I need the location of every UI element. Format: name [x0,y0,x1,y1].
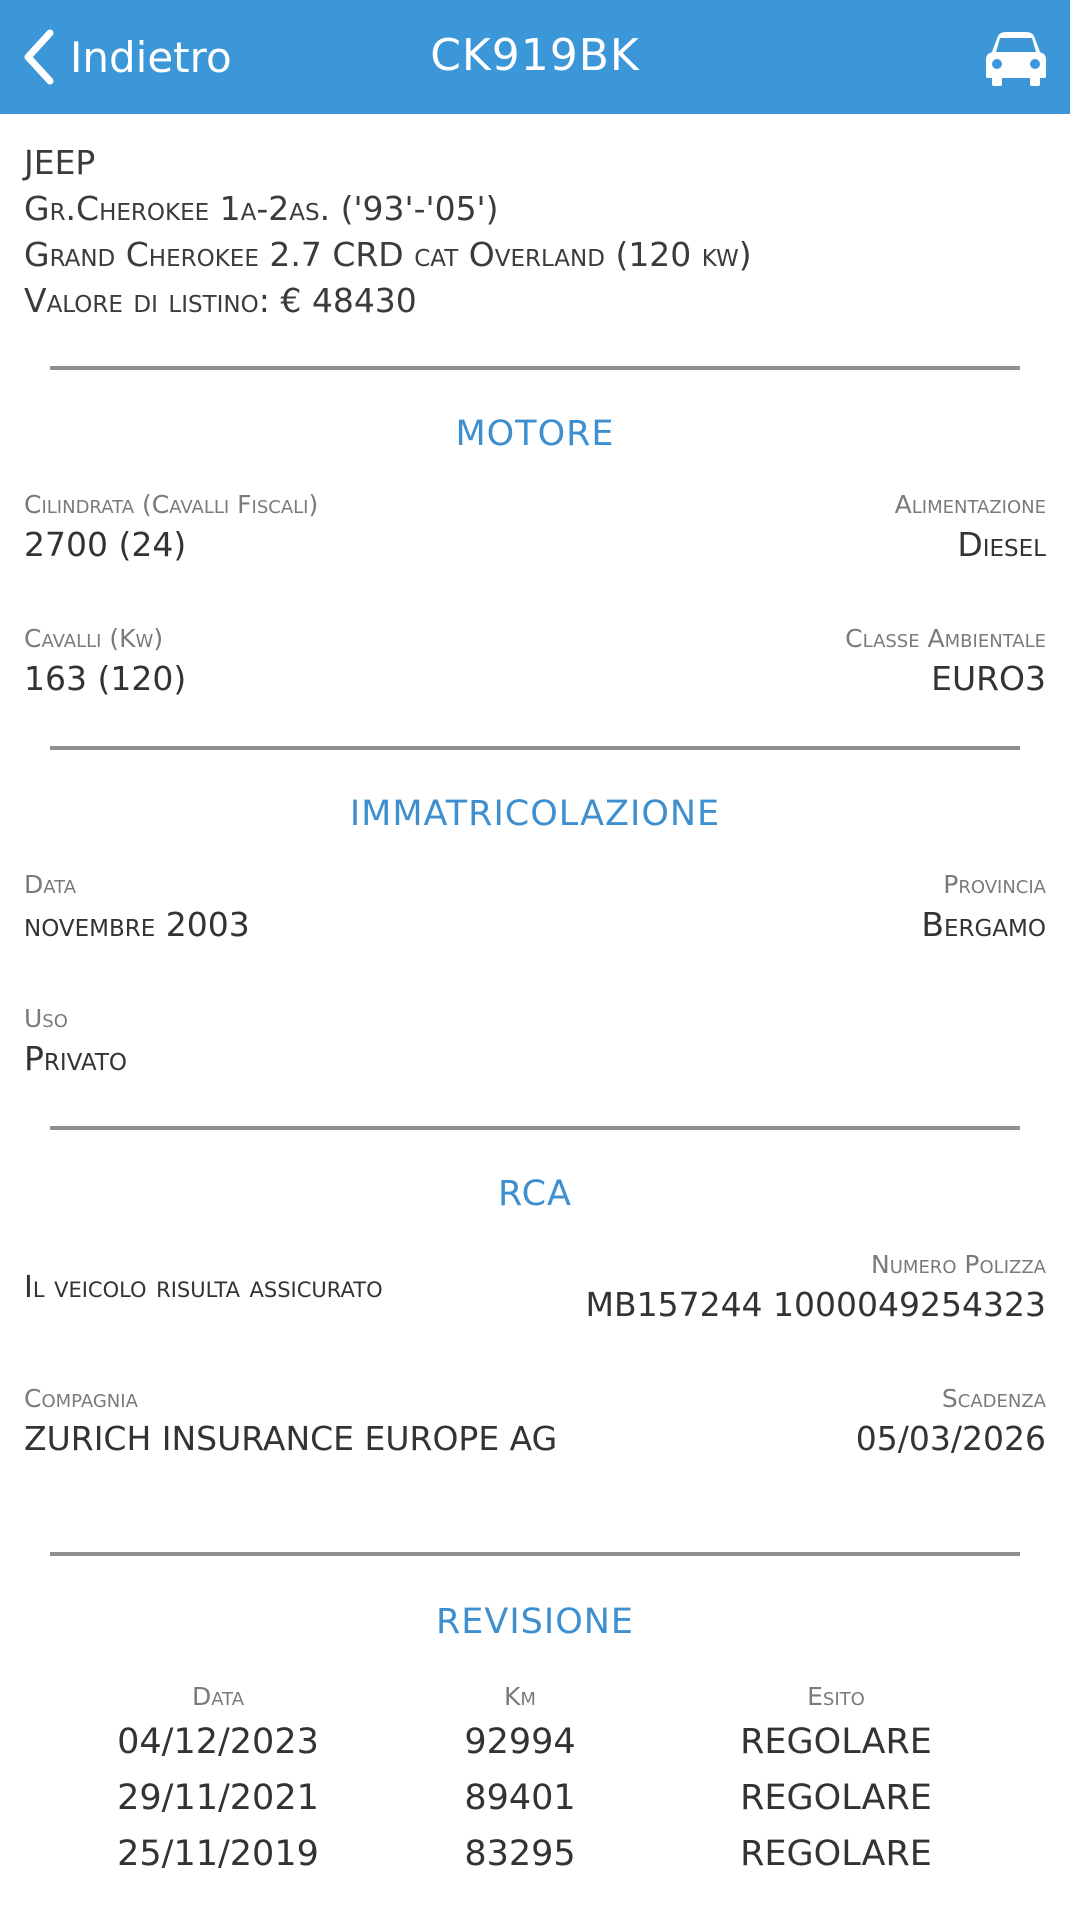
table-cell: 83295 [464,1834,576,1874]
vehicle-list-price: Valore di listino: € 48430 [24,281,417,320]
field-label: Cavalli (Kw) [24,624,164,653]
vehicle-model: Gr.Cherokee 1a-2as. ('93'-'05') [24,189,499,228]
field-value: 05/03/2026 [855,1419,1046,1458]
column-header: Data [191,1682,245,1711]
section-title-revisione: REVISIONE [435,1602,635,1642]
insurance-status: Il veicolo risulta assicurato [24,1270,383,1305]
field-numero-polizza [585,1248,1046,1328]
section-title-motore: MOTORE [455,414,615,454]
field-compagnia [24,1382,564,1462]
table-cell: REGOLARE [740,1778,932,1818]
divider [50,366,1020,370]
field-value: Bergamo [921,905,1046,944]
field-scadenza [856,1382,1046,1462]
back-label: Indietro [70,32,232,82]
vehicle-version: Grand Cherokee 2.7 CRD cat Overland (120 kw) [24,235,752,274]
table-cell: REGOLARE [740,1722,932,1762]
field-label: Alimentazione [894,490,1046,519]
field-label: Data [24,870,77,899]
table-cell: 04/12/2023 [117,1722,319,1762]
divider [50,1126,1020,1130]
revision-column-data [68,1680,368,1882]
car-icon[interactable] [984,28,1048,88]
field-label: Classe Ambientale [845,624,1046,653]
field-label: Scadenza [941,1384,1046,1413]
field-label: Uso [24,1004,68,1033]
field-cavalli [24,622,186,702]
field-label: Provincia [943,870,1046,899]
field-value: MB157244 1000049254323 [585,1285,1046,1324]
table-cell: 92994 [464,1722,576,1762]
field-value: Privato [24,1039,128,1078]
table-cell: 89401 [464,1778,576,1818]
field-data-immatricolazione [24,868,250,948]
field-cilindrata [24,488,318,568]
field-value: novembre 2003 [24,905,250,944]
field-label: Numero Polizza [871,1250,1046,1279]
field-alimentazione [895,488,1046,568]
divider [50,746,1020,750]
field-value: 163 (120) [24,659,187,698]
field-classe-ambientale [845,622,1046,702]
revision-column-km [370,1680,670,1882]
nav-bar [0,0,1070,114]
divider [50,1552,1020,1556]
section-title-rca: RCA [498,1174,572,1214]
page-title: CK919BK [430,30,640,81]
field-value: Diesel [957,525,1046,564]
field-value: 2700 (24) [24,525,187,564]
revision-column-esito [686,1680,986,1882]
table-cell: 25/11/2019 [117,1834,319,1874]
table-cell: REGOLARE [740,1834,932,1874]
section-title-immatricolazione: IMMATRICOLAZIONE [349,794,721,834]
field-provincia [921,868,1046,948]
field-label: Compagnia [24,1384,138,1413]
vehicle-brand: JEEP [24,143,96,182]
field-uso [24,1002,127,1082]
field-value: ZURICH INSURANCE EUROPE AG [24,1419,558,1458]
column-header: Esito [807,1682,865,1711]
field-value: EURO3 [931,659,1046,698]
column-header: Km [504,1682,536,1711]
field-label: Cilindrata (Cavalli Fiscali) [24,490,319,519]
vehicle-info [24,140,752,324]
table-cell: 29/11/2021 [117,1778,319,1818]
